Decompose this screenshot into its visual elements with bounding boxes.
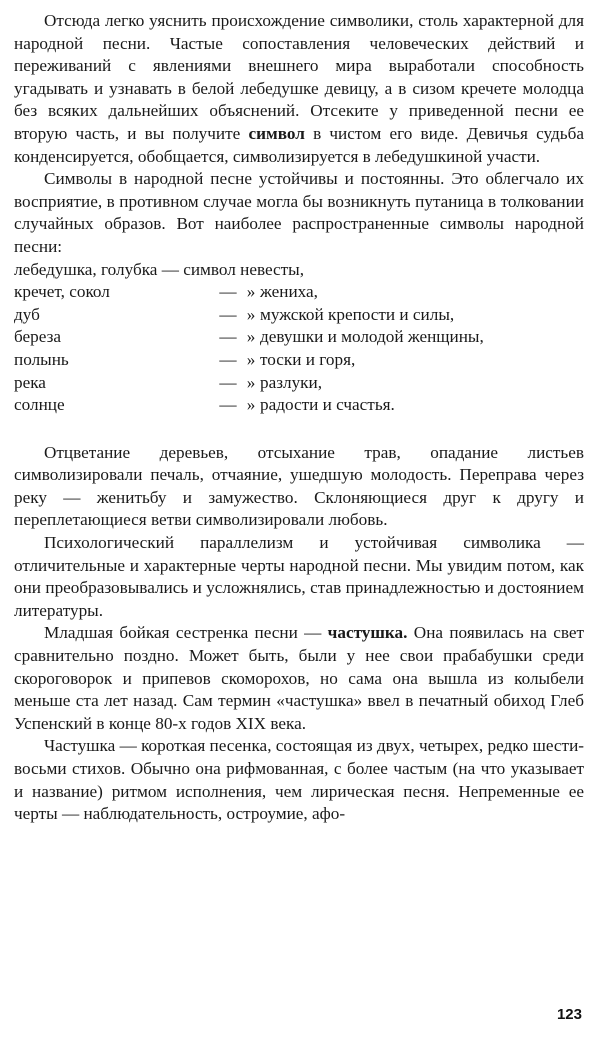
paragraph-symbols-stable: Символы в народной песне устойчивы и постоянны. Это облегчало их восприятие, в противном случае могла бы возникнуть путаница в толковании случайных образов. Вот наиболее распространенные символы народной песни: — [14, 169, 584, 256]
symbol-ditto: » — [246, 282, 256, 302]
symbols-list-row — [14, 304, 584, 327]
paragraph-chastushka-definition: Частушка — короткая песенка, состоящая из двух, четырех, редко шести-восьми стихов. Обычно она рифмованная, с более частым (на что указывает и название) ритмом исполнения, чем лирическая песня. Непременные ее черты — наблюдательность, остроумие, афо- — [14, 736, 584, 824]
symbol-dash: — — [219, 372, 237, 392]
symbol-term: полынь — [14, 349, 69, 369]
symbol-term: солнце — [14, 395, 65, 415]
symbols-list-row — [14, 281, 584, 304]
paragraph-parallelism: Психологический параллелизм и устойчивая символика — отличительные и характерные черты народной песни. Мы увидим потом, как они преобразовывались и усложнялись, став принадлежностью и достоянием литературы. — [14, 533, 584, 620]
symbol-term: дуб — [14, 304, 40, 324]
symbols-list-row — [14, 326, 584, 349]
symbol-ditto: » — [246, 349, 256, 369]
page-number: 123 — [556, 1006, 582, 1023]
symbol-meaning: тоски и горя, — [260, 349, 356, 369]
paragraph-text: Она появилась на свет сравнительно поздно. Может быть, были у нее свои прабабушки среди скороговорок и припевов скоморохов, но сама она вышла из колыбели меньше ста лет назад. Сам термин «частушка» ввел в печатный обиход Глеб Успенский в конце 80-х годов XIX века. — [14, 623, 584, 733]
symbol-ditto: » — [246, 327, 256, 347]
paragraph-withering: Отцветание деревьев, отсыхание трав, опадание листьев символизировали печаль, отчаяние, ушедшую молодость. Переправа через реку — женитьбу и замужество. Склоняющиеся друг к другу и переплетающиеся ветви символизировали любовь. — [14, 442, 584, 530]
symbol-ditto: » — [246, 304, 256, 324]
symbol-meaning: радости и счастья. — [260, 395, 395, 415]
symbol-meaning: разлуки, — [260, 372, 323, 392]
symbol-dash: — — [219, 327, 237, 347]
symbols-list-row — [14, 394, 584, 417]
paragraph-text: в чистом его виде. Девичья судьба конденсируется, обобщается, символизируется в лебедушкиной участи. — [14, 123, 584, 166]
symbols-list-row — [14, 349, 584, 372]
page-content — [14, 10, 584, 826]
symbol-dash: — — [219, 395, 237, 415]
symbol-dash: — — [219, 304, 237, 324]
paragraph-chastushka-intro — [14, 622, 584, 735]
symbol-term: река — [14, 372, 46, 392]
paragraph-symbolism-origin — [14, 10, 584, 168]
symbol-ditto: » — [246, 395, 256, 415]
symbols-list-first-row: лебедушка, голубка — символ невесты, — [14, 259, 305, 279]
symbol-dash: — — [219, 349, 237, 369]
paragraph-text: Младшая бойкая сестренка песни — — [44, 623, 328, 643]
symbols-list-row — [14, 372, 584, 395]
bold-term-chastushka: частушка. — [327, 623, 408, 643]
symbol-ditto: » — [246, 372, 256, 392]
symbol-term: береза — [14, 327, 61, 347]
symbol-meaning: девушки и молодой женщины, — [260, 327, 484, 347]
symbol-meaning: жениха, — [260, 282, 318, 302]
section-gap — [14, 417, 584, 442]
paragraph-text: Отсюда легко уяснить происхождение символики, столь характерной для народной песни. Частые сопоставления человеческих действий и переживаний с явлениями внешнего мира выработали способность угадывать и узнавать в белой лебедушке девицу, а в сизом кречете молодца без всяких дальнейших объяснений. Отсеките у приведенной песни ее вторую часть, и вы получите — [14, 11, 584, 143]
symbol-term: кречет, сокол — [14, 282, 110, 302]
symbol-meaning: мужской крепости и силы, — [260, 304, 455, 324]
symbols-list — [14, 259, 584, 417]
symbol-dash: — — [219, 282, 237, 302]
bold-term-symbol: символ — [248, 123, 305, 143]
